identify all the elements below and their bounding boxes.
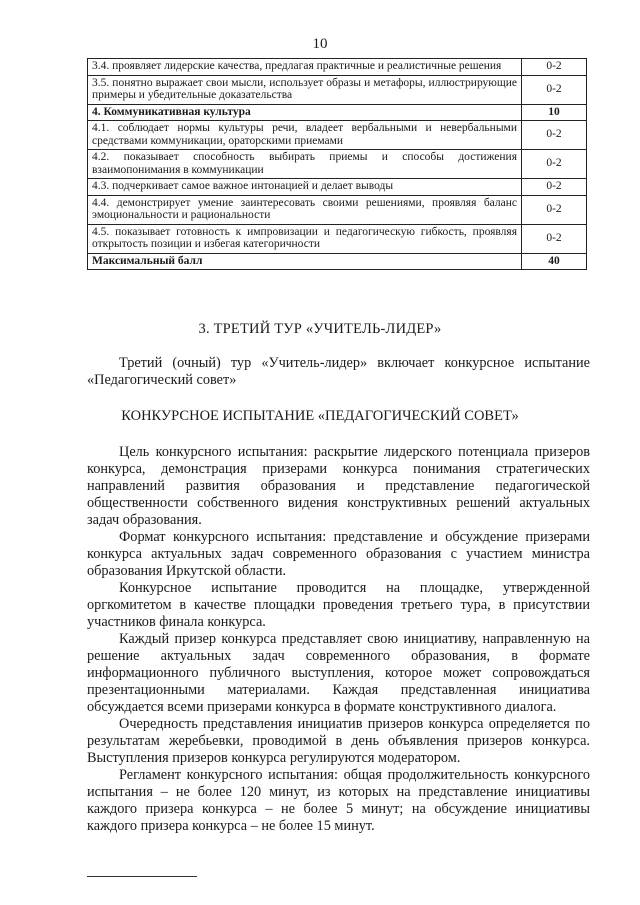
tour-intro-block xyxy=(87,355,590,389)
criteria-row xyxy=(88,224,587,253)
body-text xyxy=(87,444,590,835)
criteria-score: 0-2 xyxy=(522,75,587,104)
criteria-text: 4.5. показывает готовность к импровизации и педагогическую гибкость, проявляя открытость позиции и избегая категоричности xyxy=(88,224,522,253)
criteria-text: 3.4. проявляет лидерские качества, предлагая практичные и реалистичные решения xyxy=(88,59,522,76)
criteria-row xyxy=(88,59,587,76)
criteria-score: 0-2 xyxy=(522,224,587,253)
tour-intro-paragraph: Третий (очный) тур «Учитель-лидер» включает конкурсное испытание «Педагогический совет» xyxy=(87,355,590,388)
criteria-score: 10 xyxy=(522,104,587,121)
criteria-score: 0-2 xyxy=(522,121,587,150)
paragraph-format: Формат конкурсного испытания: представление и обсуждение призерами конкурса актуальных задач современного образования с участием министра образования Иркутской области. xyxy=(87,529,590,579)
footer-rule xyxy=(87,876,197,877)
criteria-score: 0-2 xyxy=(522,150,587,179)
criteria-text: 4.1. соблюдает нормы культуры речи, владеет вербальными и невербальными средствами коммуникации, ораторскими приемами xyxy=(88,121,522,150)
tour-heading: 3. ТРЕТИЙ ТУР «УЧИТЕЛЬ-ЛИДЕР» xyxy=(198,321,442,337)
criteria-text: 4. Коммуникативная культура xyxy=(88,104,522,121)
criteria-row xyxy=(88,121,587,150)
criteria-row xyxy=(88,104,587,121)
criteria-score: 40 xyxy=(522,253,587,270)
criteria-row xyxy=(88,195,587,224)
criteria-text: Максимальный балл xyxy=(88,253,522,270)
criteria-text: 3.5. понятно выражает свои мысли, использует образы и метафоры, иллюстрирующие примеры и убедительные доказательства xyxy=(88,75,522,104)
paragraph-goal: Цель конкурсного испытания: раскрытие лидерского потенциала призеров конкурса, демонстрация призерами конкурса понимания стратегических направлений развития образования и представление педагогической общественности собственного видения конструктивных решений актуальных задач образования. xyxy=(87,444,590,528)
criteria-row xyxy=(88,75,587,104)
criteria-text: 4.4. демонстрирует умение заинтересовать своими решениями, проявляя баланс эмоциональности и рациональности xyxy=(88,195,522,224)
criteria-table xyxy=(87,58,587,270)
paragraph-regulation: Регламент конкурсного испытания: общая продолжительность конкурсного испытания – не более 120 минут, из которых на представление инициативы каждого призера конкурса – не более 5 минут; на обсуждение инициативы каждого призера конкурса – не более 15 минут. xyxy=(87,767,590,834)
paragraph-initiative: Каждый призер конкурса представляет свою инициативу, направленную на решение актуальных задач современного образования, в формате информационного публичного выступления, которое может сопровождаться презентационными материалами. Каждая представленная инициатива обсуждается всеми призерами конкурса в формате конструктивного диалога. xyxy=(87,631,590,715)
criteria-row xyxy=(88,150,587,179)
criteria-text: 4.2. показывает способность выбирать приемы и способы достижения взаимопонимания в коммуникации xyxy=(88,150,522,179)
criteria-score: 0-2 xyxy=(522,59,587,76)
criteria-text: 4.3. подчеркивает самое важное интонацией и делает выводы xyxy=(88,179,522,196)
criteria-score: 0-2 xyxy=(522,195,587,224)
contest-heading: КОНКУРСНОЕ ИСПЫТАНИЕ «ПЕДАГОГИЧЕСКИЙ СОВЕТ» xyxy=(121,408,519,424)
page-number: 10 xyxy=(312,36,328,52)
paragraph-order: Очередность представления инициатив призеров конкурса определяется по результатам жеребьевки, проводимой в день объявления призеров конкурса. Выступления призеров конкурса регулируются модератором. xyxy=(87,716,590,766)
criteria-row xyxy=(88,179,587,196)
criteria-score: 0-2 xyxy=(522,179,587,196)
paragraph-venue: Конкурсное испытание проводится на площадке, утвержденной оргкомитетом в качестве площадки проведения третьего тура, в присутствии участников финала конкурса. xyxy=(87,580,590,630)
criteria-row xyxy=(88,253,587,270)
